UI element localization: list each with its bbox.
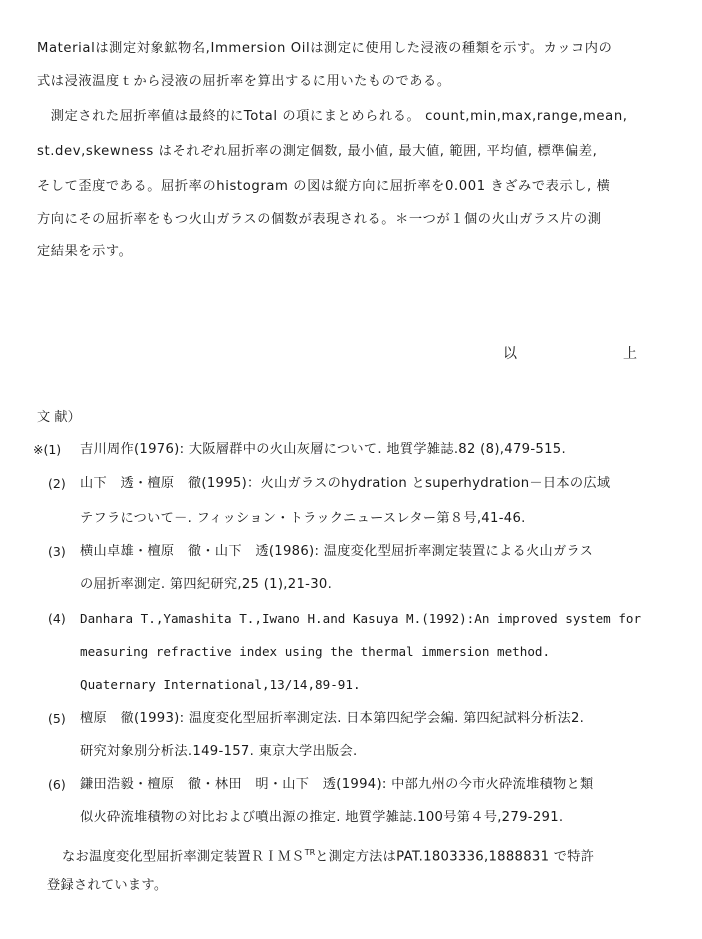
trademark-mark: TR: [304, 848, 316, 857]
body-line: 方向にその屈折率をもつ火山ガラスの個数が表現される。＊一つが１個の火山ガラス片の測: [37, 212, 602, 227]
patent-note-line: [62, 844, 594, 866]
reference-line: 似火砕流堆積物の対比および噴出源の推定. 地質学雑誌.100号第４号,279-291.: [80, 810, 564, 825]
reference-number: ※(1): [33, 442, 62, 457]
reference-line: テフラについて－. フィッション・トラックニュースレター第８号,41-46.: [80, 511, 526, 526]
reference-line: Danhara T.,Yamashita T.,Iwano H.and Kasuya M.(1992):An improved system for: [80, 611, 642, 626]
reference-line: measuring refractive index using the thermal immersion method.: [80, 644, 551, 659]
body-line: そして歪度である。屈折率のhistogram の図は縦方向に屈折率を0.001 きざみで表示し, 横: [37, 179, 611, 194]
reference-line: 横山卓雄・檀原 徹・山下 透(1986): 温度変化型屈折率測定装置による火山ガラス: [80, 544, 594, 559]
reference-number: (6): [48, 777, 66, 792]
body-line: 式は浸液温度ｔから浸液の屈折率を算出するに用いたものである。: [37, 74, 451, 89]
reference-line: 鎌田浩毅・檀原 徹・林田 明・山下 透(1994): 中部九州の今市火砕流堆積物と類: [80, 777, 594, 792]
patent-note-text: なお温度変化型屈折率測定装置ＲＩＭＳ: [62, 849, 305, 865]
closing-mark-2: 上: [623, 346, 637, 362]
body-line: 定結果を示す。: [37, 244, 133, 259]
body-line: Materialは測定対象鉱物名,Immersion Oilは測定に使用した浸液の種類を示す。カッコ内の: [37, 41, 613, 56]
reference-number: (5): [48, 711, 66, 726]
reference-line: の屈折率測定. 第四紀研究,25 (1),21-30.: [80, 577, 333, 592]
body-line: st.dev,skewness はそれぞれ屈折率の測定個数, 最小値, 最大値, 範囲, 平均値, 標準偏差,: [37, 144, 598, 159]
reference-line: 吉川周作(1976): 大阪層群中の火山灰層について. 地質学雑誌.82 (8),479-515.: [80, 442, 566, 457]
patent-note-line: 登録されています。: [47, 878, 168, 893]
patent-note-text: と測定方法はPAT.1803336,1888831 で特許: [315, 849, 595, 865]
reference-line: 檀原 徹(1993): 温度変化型屈折率測定法. 日本第四紀学会編. 第四紀試料分析法2.: [80, 711, 585, 726]
closing-mark-1: 以: [503, 346, 517, 362]
reference-line: 研究対象別分析法.149-157. 東京大学出版会.: [80, 744, 358, 759]
reference-number: (2): [48, 476, 66, 491]
references-heading: 文 献）: [37, 410, 81, 425]
reference-number: (4): [48, 611, 66, 626]
reference-number: (3): [48, 544, 66, 559]
reference-line: 山下 透・檀原 徹(1995)：火山ガラスのhydration とsuperhydration－日本の広域: [80, 476, 611, 491]
body-line: 測定された屈折率値は最終的にTotal の項にまとめられる。 count,min,max,range,mean,: [37, 109, 628, 124]
reference-line: Quaternary International,13/14,89-91.: [80, 677, 361, 692]
